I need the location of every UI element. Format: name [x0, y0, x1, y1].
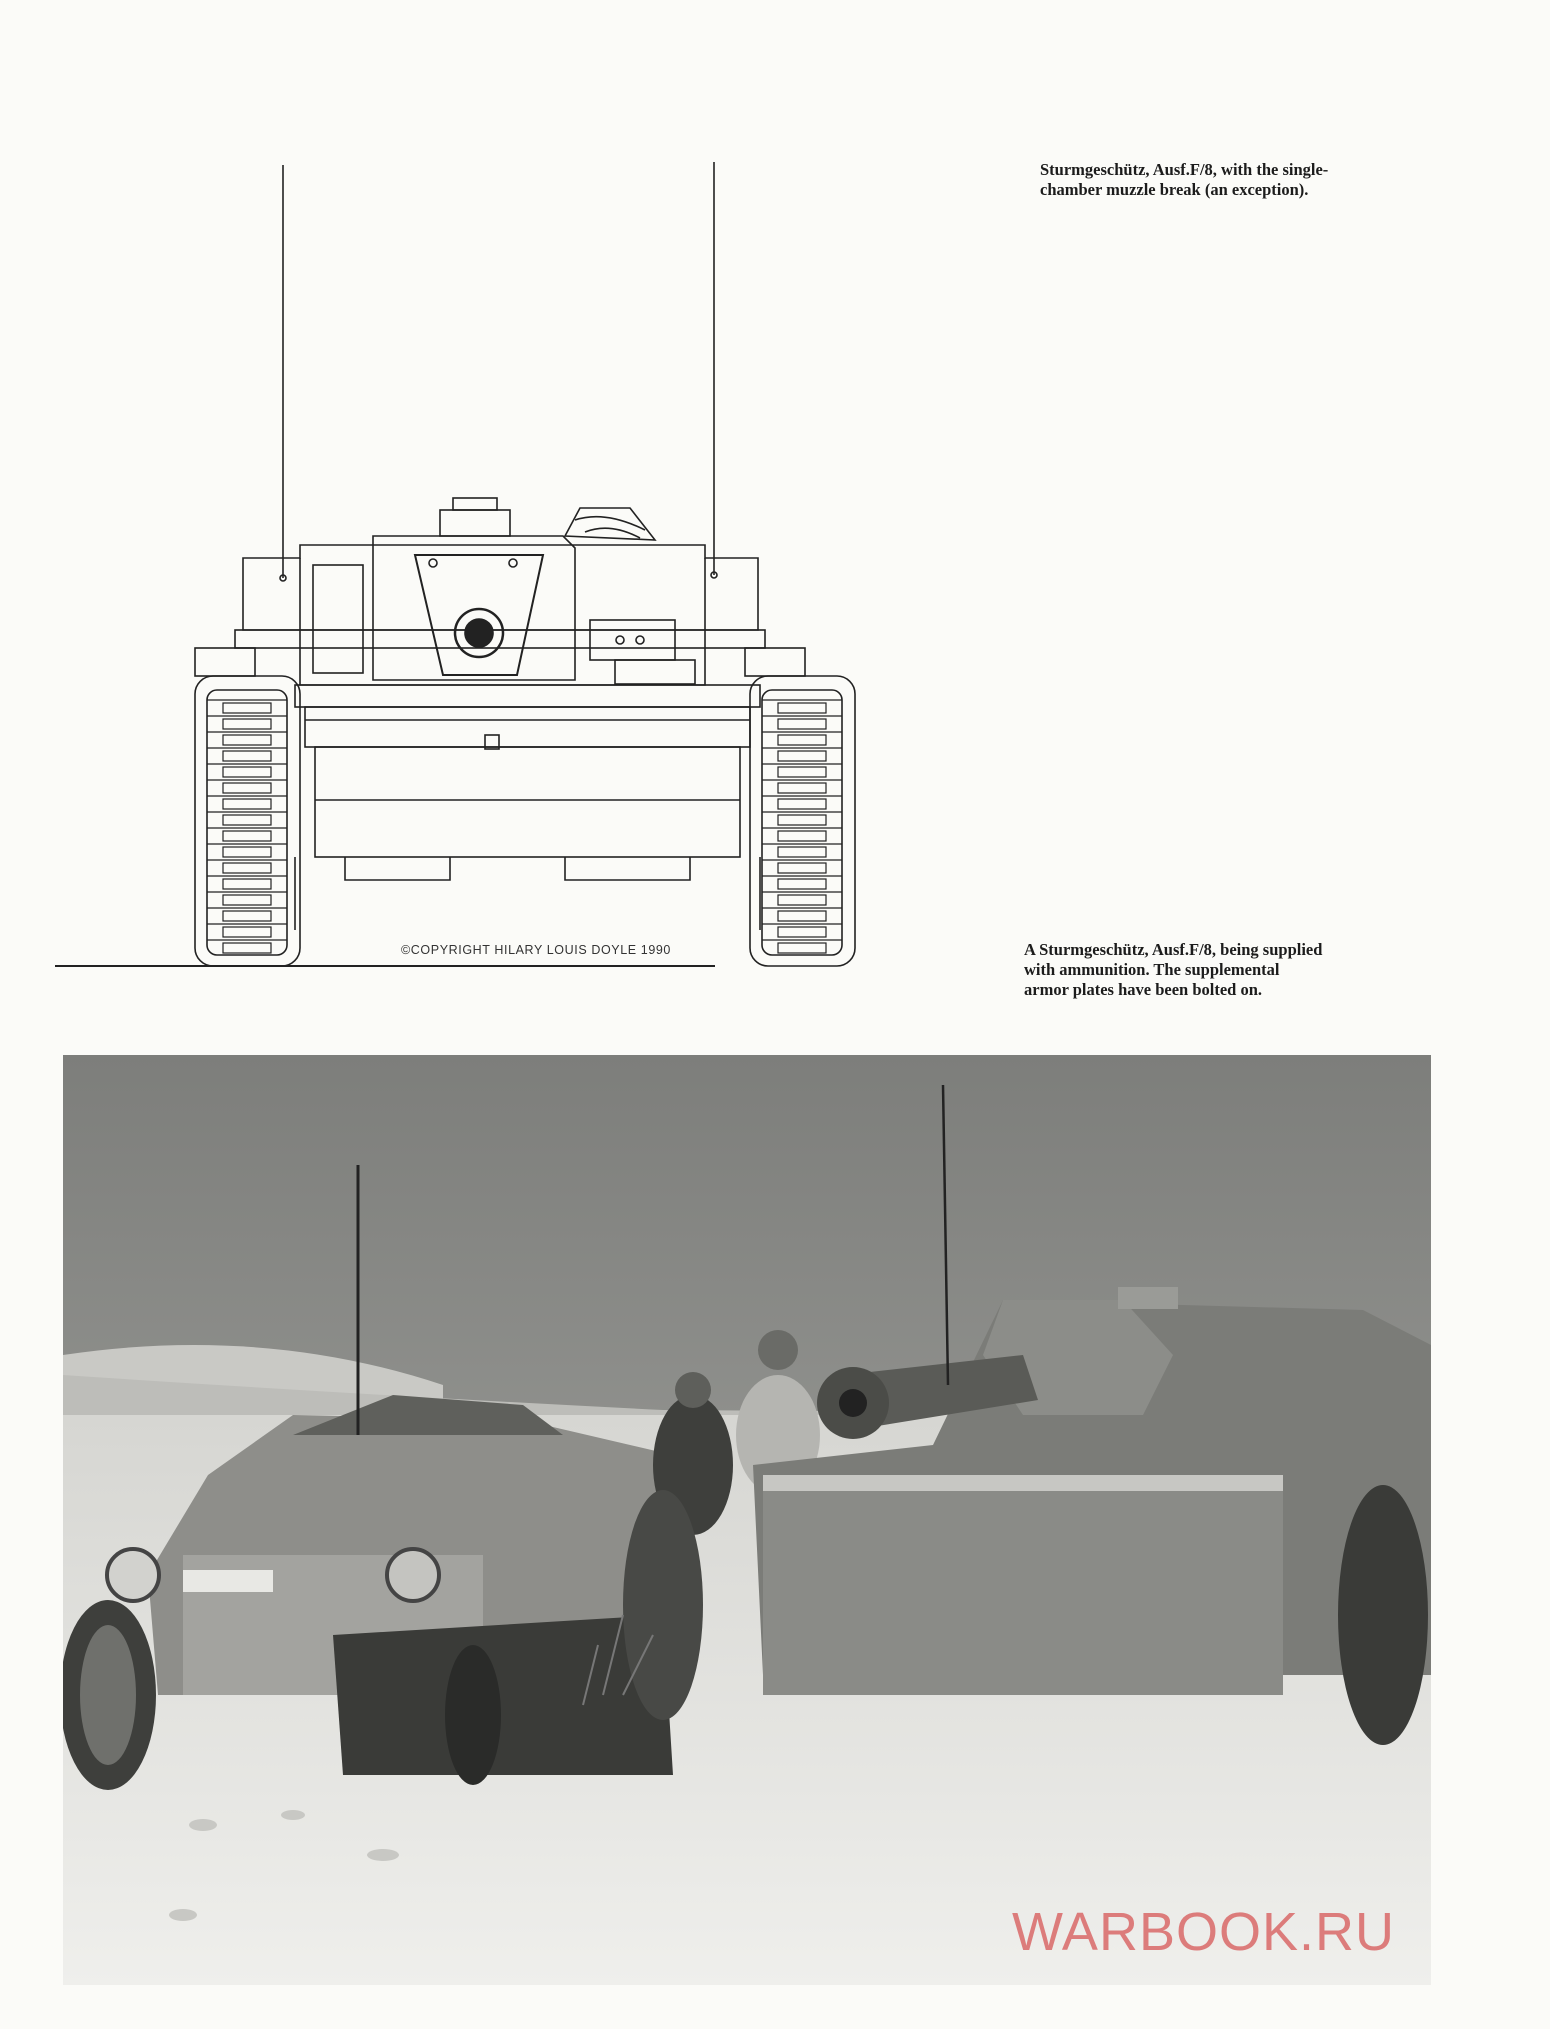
photo-caption-line: A Sturmgeschütz, Ausf.F/8, being supplied — [1024, 940, 1323, 959]
drawing-copyright: ©COPYRIGHT HILARY LOUIS DOYLE 1990 — [401, 943, 671, 957]
drawing-caption-line: Sturmgeschütz, Ausf.F/8, with the single- — [1040, 160, 1329, 179]
photo-caption-line: with ammunition. The supplemental — [1024, 960, 1280, 979]
watermark-text: WARBOOK.RU — [1011, 1902, 1395, 1962]
drawing-caption — [1040, 160, 1328, 200]
photo-caption-line: armor plates have been bolted on. — [1024, 980, 1263, 999]
drawing-caption-line: chamber muzzle break (an exception). — [1040, 180, 1309, 199]
snow-scene-photo — [63, 1055, 1431, 1985]
photo-caption — [1024, 940, 1322, 1000]
vehicle-front-drawing — [55, 160, 995, 975]
